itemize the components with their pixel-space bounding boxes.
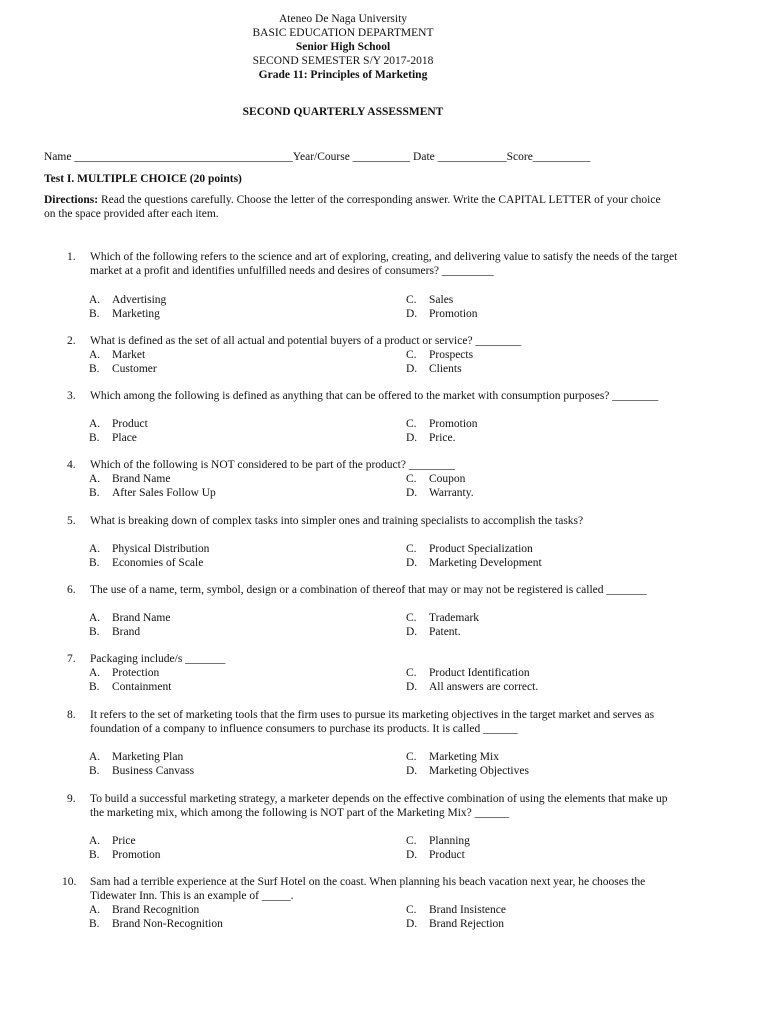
option-c: [406, 666, 530, 680]
option-letter: A.: [89, 612, 101, 624]
option-letter: A.: [89, 904, 101, 916]
option-d: [406, 307, 478, 321]
option-letter: B.: [89, 432, 100, 444]
option-label: Economies of Scale: [112, 557, 204, 569]
option-a: [89, 903, 199, 917]
option-letter: C.: [406, 835, 417, 847]
option-b: [89, 486, 216, 500]
option-label: Patent.: [429, 626, 461, 638]
option-a: [89, 542, 209, 556]
option-label: Trademark: [429, 612, 480, 624]
option-b: [89, 556, 203, 570]
option-letter: A.: [89, 751, 101, 763]
question-number: 2.: [67, 335, 76, 347]
option-label: Product: [112, 418, 148, 430]
option-letter: B.: [89, 918, 100, 930]
question-text: Which of the following refers to the science and art of exploring, creating, and delivering value to satisfy the needs of the target market at a profit and identifies unfulfilled needs and desires of consumers? _________: [90, 251, 678, 277]
option-letter: B.: [89, 681, 100, 693]
option-letter: B.: [89, 849, 100, 861]
option-label: Advertising: [112, 294, 167, 306]
option-letter: B.: [89, 363, 100, 375]
option-label: Brand Rejection: [429, 918, 505, 930]
option-b: [89, 917, 223, 931]
option-letter: D.: [406, 849, 418, 861]
option-d: [406, 625, 461, 639]
option-c: [406, 542, 533, 556]
school-name: Senior High School: [295, 41, 391, 53]
option-a: [89, 750, 183, 764]
option-letter: B.: [89, 557, 100, 569]
option-letter: C.: [406, 418, 417, 430]
question-number: 1.: [67, 251, 76, 263]
assessment-title: SECOND QUARTERLY ASSESSMENT: [242, 106, 444, 118]
option-label: Brand Name: [112, 612, 171, 624]
option-letter: A.: [89, 543, 101, 555]
option-label: Protection: [112, 667, 160, 679]
option-b: [89, 362, 157, 376]
option-b: [89, 680, 171, 694]
option-b: [89, 307, 160, 321]
option-d: [406, 556, 542, 570]
option-label: Brand Insistence: [429, 904, 506, 916]
option-b: [89, 431, 137, 445]
question-number: 9.: [67, 793, 76, 805]
option-label: Brand Recognition: [112, 904, 200, 916]
option-label: Coupon: [429, 473, 466, 485]
option-letter: B.: [89, 487, 100, 499]
option-a: [89, 472, 170, 486]
question-number: 8.: [67, 709, 76, 721]
option-c: [406, 611, 479, 625]
option-letter: A.: [89, 418, 101, 430]
option-letter: C.: [406, 751, 417, 763]
option-label: Marketing: [112, 308, 160, 320]
option-label: Marketing Objectives: [429, 765, 529, 777]
option-label: Promotion: [112, 849, 161, 861]
option-letter: B.: [89, 626, 100, 638]
option-d: [406, 431, 456, 445]
option-label: Marketing Plan: [112, 751, 184, 763]
option-letter: A.: [89, 294, 101, 306]
option-label: Brand Name: [112, 473, 171, 485]
option-c: [406, 750, 499, 764]
option-label: Planning: [429, 835, 470, 847]
course-title: Grade 11: Principles of Marketing: [258, 69, 428, 81]
option-label: Market: [112, 349, 146, 361]
question-text: Sam had a terrible experience at the Surf Hotel on the coast. When planning his beach vacation next year, he chooses the Tidewater Inn. This is an example of _____.: [90, 876, 646, 902]
question-number: 5.: [67, 515, 76, 527]
option-letter: A.: [89, 349, 101, 361]
option-letter: D.: [406, 432, 418, 444]
question-text: Which of the following is NOT considered to be part of the product? ________: [90, 459, 455, 471]
option-c: [406, 417, 478, 431]
option-letter: D.: [406, 681, 418, 693]
option-d: [406, 362, 462, 376]
option-c: [406, 348, 473, 362]
option-label: Customer: [112, 363, 157, 375]
option-c: [406, 472, 465, 486]
university-name: Ateneo De Naga University: [278, 13, 408, 25]
option-letter: D.: [406, 487, 418, 499]
question-text: To build a successful marketing strategy, a marketer depends on the effective combination of using the elements that make up the marketing mix, which among the following is NOT part of the Marketing Mix? ______: [90, 793, 668, 819]
option-d: [406, 848, 465, 862]
option-b: [89, 848, 161, 862]
option-letter: A.: [89, 473, 101, 485]
option-label: Place: [112, 432, 137, 444]
option-label: Physical Distribution: [112, 543, 210, 555]
question-text: Packaging include/s _______: [90, 653, 226, 665]
option-label: Product: [429, 849, 465, 861]
question-number: 7.: [67, 653, 76, 665]
option-label: All answers are correct.: [429, 681, 539, 693]
test-title: Test I. MULTIPLE CHOICE (20 points): [44, 173, 242, 185]
option-d: [406, 680, 538, 694]
option-letter: C.: [406, 473, 417, 485]
option-letter: D.: [406, 626, 418, 638]
option-d: [406, 764, 529, 778]
option-label: Product Specialization: [429, 543, 533, 555]
option-d: [406, 486, 474, 500]
option-a: [89, 293, 166, 307]
option-letter: A.: [89, 835, 101, 847]
option-a: [89, 834, 136, 848]
question-number: 10.: [62, 876, 77, 888]
directions-text: Read the questions carefully. Choose the letter of the corresponding answer. Write the CAPITAL LETTER of your choice on the space provided after each item.: [44, 194, 661, 220]
option-c: [406, 903, 506, 917]
option-label: Warranty.: [429, 487, 474, 499]
option-label: Promotion: [429, 418, 478, 430]
option-letter: D.: [406, 918, 418, 930]
option-label: Brand: [112, 626, 141, 638]
question-text: What is defined as the set of all actual and potential buyers of a product or service? ________: [90, 335, 522, 347]
document-header: [0, 12, 686, 82]
option-letter: C.: [406, 294, 417, 306]
option-label: Product Identification: [429, 667, 530, 679]
option-label: Price.: [429, 432, 456, 444]
directions: [44, 193, 664, 221]
option-letter: C.: [406, 543, 417, 555]
option-letter: C.: [406, 349, 417, 361]
directions-label: Directions:: [44, 194, 99, 206]
option-c: [406, 293, 453, 307]
option-letter: A.: [89, 667, 101, 679]
option-label: Containment: [112, 681, 172, 693]
question-number: 3.: [67, 390, 76, 402]
option-a: [89, 348, 145, 362]
option-letter: C.: [406, 904, 417, 916]
option-d: [406, 917, 504, 931]
semester-label: SECOND SEMESTER S/Y 2017-2018: [252, 55, 434, 67]
option-label: Clients: [429, 363, 462, 375]
option-label: Prospects: [429, 349, 474, 361]
option-label: Promotion: [429, 308, 478, 320]
question-number: 4.: [67, 459, 76, 471]
option-a: [89, 417, 148, 431]
option-letter: B.: [89, 308, 100, 320]
question-text: The use of a name, term, symbol, design or a combination of thereof that may or may not be registered is called _______: [90, 584, 647, 596]
option-letter: B.: [89, 765, 100, 777]
option-b: [89, 764, 194, 778]
option-a: [89, 666, 159, 680]
option-c: [406, 834, 470, 848]
option-label: Marketing Development: [429, 557, 542, 569]
question-text: It refers to the set of marketing tools that the firm uses to pursue its marketing objectives in the target market and serves as foundation of a company to influence consumers to purchase its products. It is called ______: [90, 709, 655, 735]
option-letter: D.: [406, 557, 418, 569]
option-label: After Sales Follow Up: [112, 487, 216, 499]
question-text: Which among the following is defined as anything that can be offered to the market with consumption purposes? ________: [90, 390, 659, 402]
option-letter: C.: [406, 667, 417, 679]
option-a: [89, 611, 170, 625]
option-label: Brand Non-Recognition: [112, 918, 223, 930]
question-number: 6.: [67, 584, 76, 596]
option-label: Price: [112, 835, 136, 847]
question-text: What is breaking down of complex tasks into simpler ones and training specialists to accomplish the tasks?: [90, 515, 584, 527]
option-letter: D.: [406, 363, 418, 375]
student-info-line: Name ______________________________________Year/Course __________ Date ____________Score__________: [44, 151, 591, 163]
department-name: BASIC EDUCATION DEPARTMENT: [252, 27, 434, 39]
option-label: Marketing Mix: [429, 751, 499, 763]
option-label: Business Canvass: [112, 765, 195, 777]
option-letter: C.: [406, 612, 417, 624]
option-b: [89, 625, 140, 639]
option-letter: D.: [406, 765, 418, 777]
option-letter: D.: [406, 308, 418, 320]
option-label: Sales: [429, 294, 454, 306]
